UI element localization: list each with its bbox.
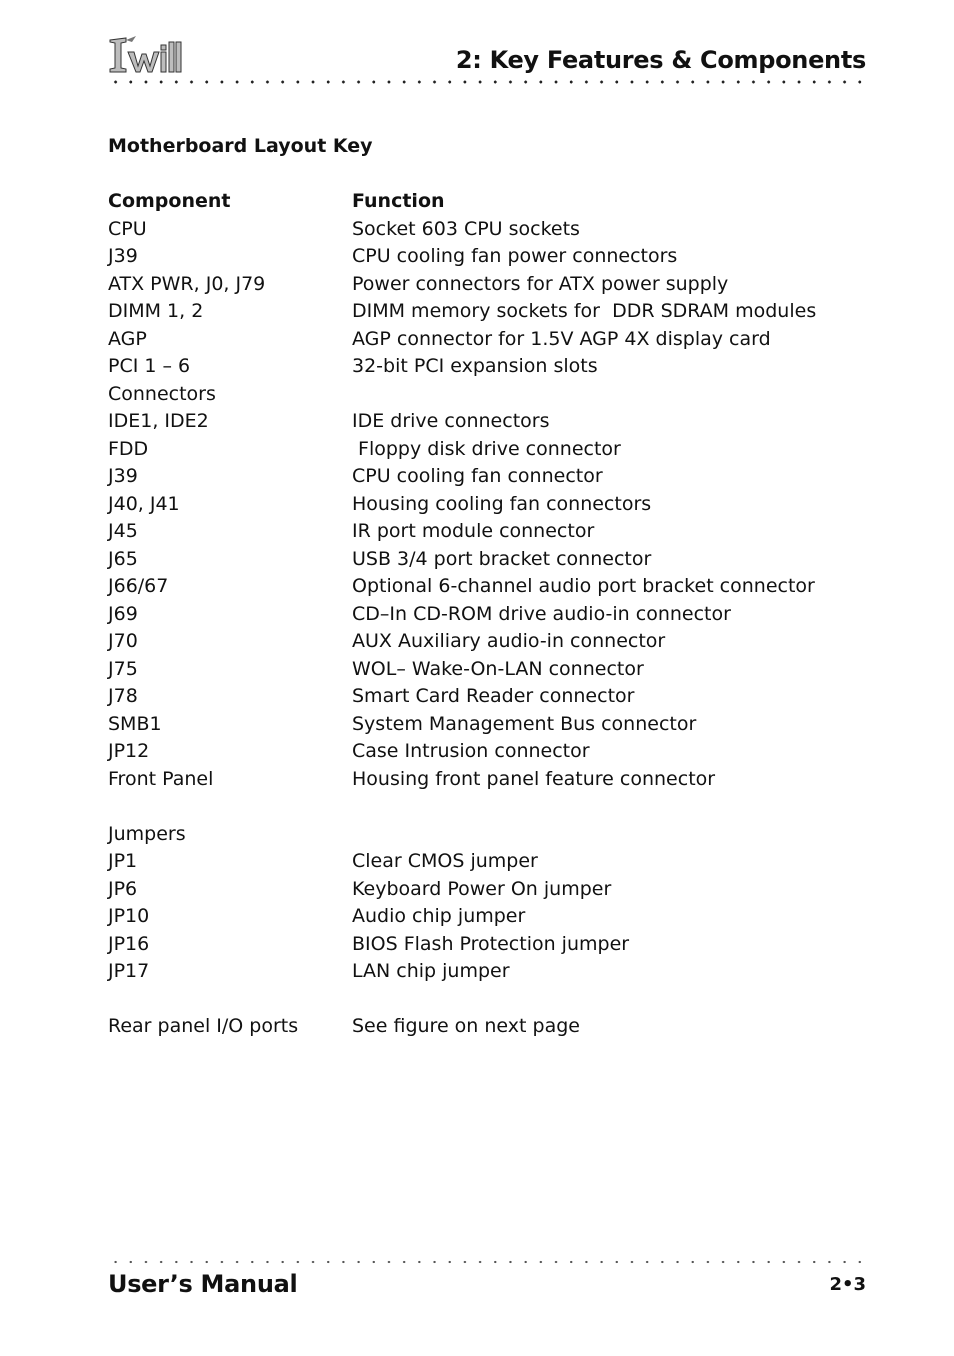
table-row [108, 353, 816, 381]
component-cell: Connectors [108, 382, 216, 405]
table-row [108, 766, 816, 794]
function-cell: 32-bit PCI expansion slots [352, 355, 598, 377]
table-row [108, 381, 816, 409]
function-cell: Case Intrusion connector [352, 740, 590, 762]
component-cell: CPU [108, 217, 147, 240]
chapter-title: 2: Key Features & Components [455, 46, 866, 74]
header-function: Function [352, 190, 445, 212]
header-dotted-rule [108, 79, 868, 85]
function-cell: LAN chip jumper [352, 960, 510, 982]
component-cell: FDD [108, 437, 149, 460]
section-title: Motherboard Layout Key [108, 135, 373, 157]
table-row [108, 298, 816, 326]
layout-key-table [108, 188, 816, 1041]
table-row [108, 243, 816, 271]
function-cell: Audio chip jumper [352, 905, 526, 927]
function-cell: CPU cooling fan power connectors [352, 245, 678, 267]
table-row [108, 1013, 816, 1041]
footer-dotted-rule [108, 1259, 868, 1265]
component-cell: JP6 [108, 877, 138, 900]
function-cell: System Management Bus connector [352, 712, 697, 735]
function-cell: DIMM memory sockets for DDR SDRAM modules [352, 300, 817, 322]
table-row [108, 491, 816, 519]
table-row [108, 271, 816, 299]
table-row [108, 876, 816, 904]
component-cell: Rear panel I/O ports [108, 1015, 299, 1037]
table-row [108, 793, 816, 821]
function-cell: IDE drive connectors [352, 410, 550, 432]
table-row [108, 958, 816, 986]
function-cell: Housing cooling fan connectors [352, 492, 652, 515]
table-row [108, 656, 816, 684]
table-row [108, 903, 816, 931]
function-cell: AUX Auxiliary audio-in connector [352, 630, 666, 652]
component-cell: DIMM 1, 2 [108, 300, 204, 322]
function-cell: CD–In CD-ROM drive audio-in connector [352, 602, 731, 625]
table-row [108, 408, 816, 436]
function-cell [352, 986, 816, 1014]
function-cell: AGP connector for 1.5V AGP 4X display card [352, 327, 771, 350]
component-cell: J69 [108, 602, 138, 625]
table-row [108, 821, 816, 849]
table-row [108, 931, 816, 959]
function-cell: Clear CMOS jumper [352, 850, 538, 872]
component-cell: JP16 [108, 932, 150, 955]
component-cell: JP12 [108, 740, 150, 762]
component-cell: J45 [108, 520, 138, 542]
component-cell: J65 [108, 547, 138, 570]
header-component: Component [108, 190, 231, 212]
component-cell: SMB1 [108, 712, 162, 735]
table-header-row [108, 188, 816, 216]
iwill-logo [106, 34, 182, 76]
function-cell: USB 3/4 port bracket connector [352, 547, 652, 570]
table-row [108, 573, 816, 601]
component-cell: J39 [108, 465, 138, 487]
table-row [108, 738, 816, 766]
component-cell [108, 793, 352, 821]
footer-title: User’s Manual [108, 1270, 298, 1298]
function-cell [352, 793, 816, 821]
component-cell [108, 986, 352, 1014]
component-cell: Front Panel [108, 767, 214, 790]
component-cell: J40, J41 [108, 492, 180, 515]
table-row [108, 463, 816, 491]
function-cell: IR port module connector [352, 520, 595, 542]
table-row [108, 518, 816, 546]
component-cell: JP17 [108, 960, 150, 982]
component-cell: IDE1, IDE2 [108, 410, 209, 432]
component-cell: J70 [108, 630, 138, 652]
page-number: 2•3 [829, 1274, 866, 1295]
function-cell: Smart Card Reader connector [352, 685, 635, 707]
table-row [108, 601, 816, 629]
table-row [108, 628, 816, 656]
function-cell: Optional 6-channel audio port bracket connector [352, 575, 815, 597]
component-cell: Jumpers [108, 822, 186, 845]
function-cell: Socket 603 CPU sockets [352, 217, 580, 240]
component-cell: AGP [108, 327, 147, 350]
function-cell: Floppy disk drive connector [352, 437, 621, 460]
function-cell [352, 381, 816, 409]
table-row [108, 986, 816, 1014]
table-row [108, 546, 816, 574]
component-cell: PCI 1 – 6 [108, 355, 191, 377]
function-cell: Housing front panel feature connector [352, 767, 716, 790]
component-cell: JP10 [108, 905, 150, 927]
component-cell: ATX PWR, J0, J79 [108, 272, 266, 295]
function-cell: See figure on next page [352, 1015, 580, 1037]
table-row [108, 326, 816, 354]
table-row [108, 848, 816, 876]
function-cell: Keyboard Power On jumper [352, 877, 612, 900]
function-cell: CPU cooling fan connector [352, 465, 603, 487]
function-cell: WOL– Wake-On-LAN connector [352, 657, 644, 680]
table-row [108, 216, 816, 244]
component-cell: J78 [108, 685, 138, 707]
function-cell: Power connectors for ATX power supply [352, 272, 729, 295]
function-cell [352, 821, 816, 849]
table-row [108, 683, 816, 711]
component-cell: J75 [108, 657, 138, 680]
component-cell: JP1 [108, 850, 138, 872]
table-row [108, 436, 816, 464]
component-cell: J66/67 [108, 575, 169, 597]
component-cell: J39 [108, 245, 138, 267]
function-cell: BIOS Flash Protection jumper [352, 932, 630, 955]
table-row [108, 711, 816, 739]
